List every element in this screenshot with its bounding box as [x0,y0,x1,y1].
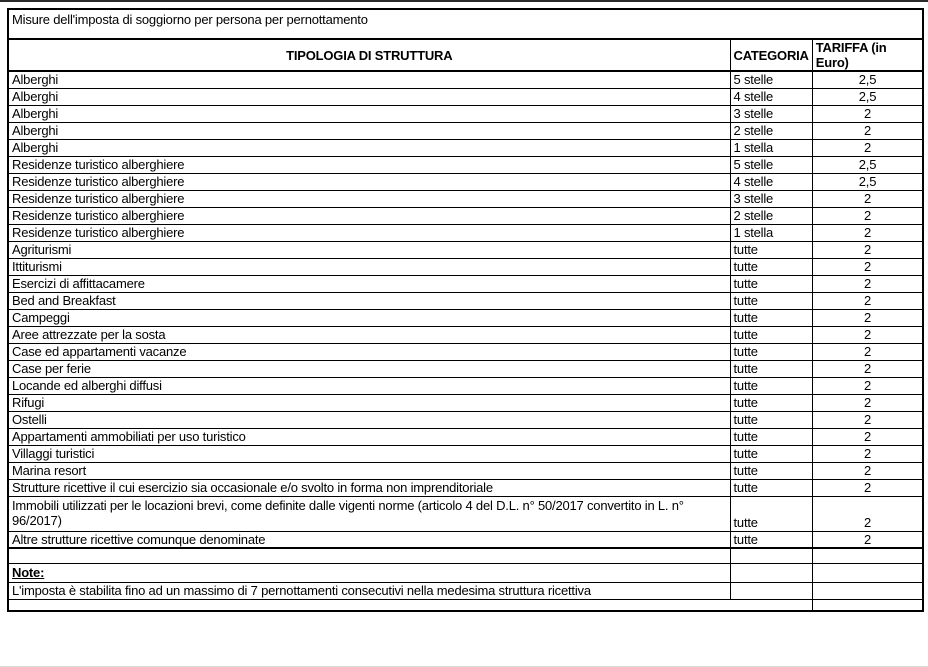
cell-tip: Case per ferie [8,360,730,377]
cell-tar: 2 [812,531,923,548]
cell-tip [8,548,730,563]
table-row [8,156,923,173]
cell-tip: Agriturismi [8,241,730,258]
cell-tip: Residenze turistico alberghiere [8,173,730,190]
cell-cat: 3 stelle [730,105,812,122]
cell-tar: 2 [812,496,923,531]
table-body [8,71,923,611]
cell-tar: 2 [812,190,923,207]
cell-cat: tutte [730,462,812,479]
table-row [8,275,923,292]
cell-cat [730,582,812,599]
table-row [8,224,923,241]
table-row [8,479,923,496]
cell-cat: tutte [730,479,812,496]
table-row [8,139,923,156]
table-header-row [8,39,923,71]
cell-tar: 2 [812,360,923,377]
cell-cat: 1 stella [730,224,812,241]
cell-tip: Alberghi [8,122,730,139]
table-row [8,343,923,360]
cell-tip: Locande ed alberghi diffusi [8,377,730,394]
cell-tar: 2 [812,445,923,462]
cell-tip: Residenze turistico alberghiere [8,190,730,207]
table-title-row [8,9,923,39]
table-row [8,309,923,326]
table-row [8,258,923,275]
cell-tip: Esercizi di affittacamere [8,275,730,292]
cell-tar: 2 [812,258,923,275]
cell-tip [8,599,812,611]
table-row [8,563,923,582]
cell-tar: 2 [812,105,923,122]
cell-tip: Residenze turistico alberghiere [8,156,730,173]
cell-tip: Residenze turistico alberghiere [8,224,730,241]
cell-cat: 5 stelle [730,71,812,88]
cell-tip: Appartamenti ammobiliati per uso turistico [8,428,730,445]
cell-tar [812,548,923,563]
table-row [8,582,923,599]
cell-tar: 2,5 [812,71,923,88]
cell-cat: tutte [730,241,812,258]
cell-cat: 4 stelle [730,88,812,105]
cell-cat: tutte [730,292,812,309]
cell-cat: 2 stelle [730,207,812,224]
cell-tar: 2 [812,309,923,326]
table-row [8,71,923,88]
table-title: Misure dell'imposta di soggiorno per persona per pernottamento [8,9,923,39]
cell-cat: tutte [730,411,812,428]
table-row [8,496,923,531]
cell-cat: tutte [730,445,812,462]
cell-tar: 2 [812,275,923,292]
cell-tar: 2 [812,292,923,309]
cell-cat: 4 stelle [730,173,812,190]
cell-tar: 2 [812,343,923,360]
table-row [8,462,923,479]
cell-cat: tutte [730,394,812,411]
col-header-tariffa: TARIFFA (in Euro) [812,39,923,71]
cell-tip: Altre strutture ricettive comunque denominate [8,531,730,548]
imposta-soggiorno-table [7,8,924,612]
table-row [8,241,923,258]
cell-tar: 2 [812,394,923,411]
cell-cat [730,563,812,582]
table-row [8,88,923,105]
cell-cat: tutte [730,258,812,275]
cell-cat: tutte [730,360,812,377]
table-row [8,360,923,377]
cell-cat: tutte [730,428,812,445]
cell-cat: tutte [730,309,812,326]
cell-tip: Note: [8,563,730,582]
cell-tar [812,582,923,599]
cell-tip: Campeggi [8,309,730,326]
cell-tar [812,599,923,611]
cell-tip: Immobili utilizzati per le locazioni brevi, come definite dalle vigenti norme (articolo 4 del D.L. n° 50/2017 convertito in L. n° 96/2017) [8,496,730,531]
cell-cat: tutte [730,326,812,343]
cell-tar: 2 [812,224,923,241]
table-row [8,190,923,207]
col-header-tipologia: TIPOLOGIA DI STRUTTURA [8,39,730,71]
cell-cat: tutte [730,275,812,292]
cell-tip: Ittiturismi [8,258,730,275]
cell-tar: 2 [812,377,923,394]
cell-tar: 2 [812,122,923,139]
cell-tar: 2 [812,462,923,479]
cell-tip: Aree attrezzate per la sosta [8,326,730,343]
cell-tar: 2 [812,411,923,428]
cell-tar [812,563,923,582]
cell-cat: tutte [730,496,812,531]
cell-tip: Villaggi turistici [8,445,730,462]
cell-tar: 2 [812,428,923,445]
cell-tar: 2 [812,241,923,258]
cell-cat [730,548,812,563]
table-row [8,105,923,122]
table-row [8,428,923,445]
cell-cat: tutte [730,377,812,394]
table-row [8,599,923,611]
cell-tip: Strutture ricettive il cui esercizio sia occasionale e/o svolto in forma non imprenditoriale [8,479,730,496]
cell-cat: 5 stelle [730,156,812,173]
table-row [8,394,923,411]
cell-tip: Bed and Breakfast [8,292,730,309]
cell-tar: 2,5 [812,173,923,190]
cell-tip: Case ed appartamenti vacanze [8,343,730,360]
cell-cat: 2 stelle [730,122,812,139]
cell-tip: Alberghi [8,88,730,105]
table-row [8,377,923,394]
cell-tip: Alberghi [8,105,730,122]
cell-cat: tutte [730,531,812,548]
col-header-categoria: CATEGORIA [730,39,812,71]
cell-cat: 1 stella [730,139,812,156]
table-row [8,207,923,224]
cell-tip: Rifugi [8,394,730,411]
cell-tar: 2 [812,479,923,496]
cell-tip: Alberghi [8,139,730,156]
table-row [8,531,923,548]
table-row [8,173,923,190]
table-row [8,411,923,428]
cell-tip: Marina resort [8,462,730,479]
table-row [8,292,923,309]
table-row [8,122,923,139]
cell-tar: 2 [812,139,923,156]
cell-tip: Residenze turistico alberghiere [8,207,730,224]
cell-cat: tutte [730,343,812,360]
cell-tar: 2,5 [812,88,923,105]
cell-tip: Ostelli [8,411,730,428]
cell-tip: L'imposta è stabilita fino ad un massimo di 7 pernottamenti consecutivi nella medesima struttura ricettiva [8,582,730,599]
table-row [8,548,923,563]
cell-cat: 3 stelle [730,190,812,207]
cell-tip: Alberghi [8,71,730,88]
table-row [8,445,923,462]
table-row [8,326,923,343]
cell-tar: 2,5 [812,156,923,173]
cell-tar: 2 [812,326,923,343]
cell-tar: 2 [812,207,923,224]
